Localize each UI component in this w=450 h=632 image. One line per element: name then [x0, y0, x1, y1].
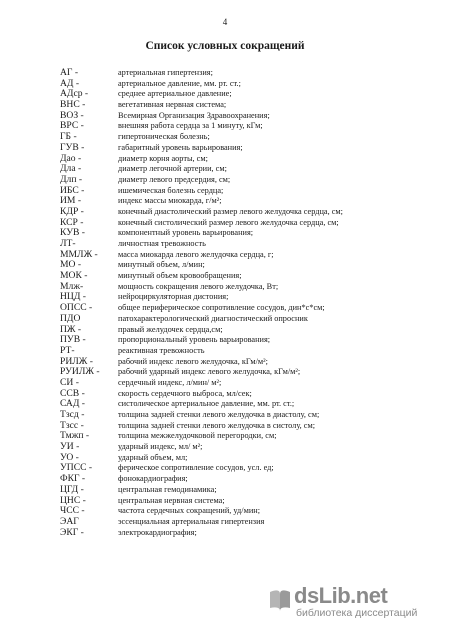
abbreviation-row: [60, 335, 450, 346]
abbreviation-row: [60, 378, 450, 389]
abbreviation-row: [60, 357, 450, 368]
abbreviation-definition: мощность сокращения левого желудочка, Вт;: [118, 281, 279, 291]
abbreviation-term: СИ -: [60, 376, 79, 388]
abbreviation-term: Дао -: [60, 152, 82, 164]
watermark-subtitle: библиотека диссертаций: [296, 607, 418, 619]
abbreviation-definition: диаметр легочной артерии, см;: [118, 164, 227, 174]
abbreviation-definition: ферическое сопротивление сосудов, усл. ед;: [118, 463, 274, 473]
abbreviation-term: КУВ -: [60, 227, 85, 239]
abbreviation-term: ССВ -: [60, 387, 85, 399]
abbreviation-term: ММЛЖ -: [60, 248, 98, 260]
abbreviation-definition: фонокардиография;: [118, 474, 188, 484]
abbreviation-row: [60, 121, 450, 132]
abbreviation-definition: диаметр левого предсердия, см;: [118, 174, 231, 184]
abbreviation-definition: габаритный уровень варьирования;: [118, 142, 243, 152]
abbreviation-definition: минутный объем кровообращения;: [118, 271, 242, 281]
abbreviation-definition: среднее артериальное давление;: [118, 89, 232, 99]
abbreviation-row: [60, 528, 450, 539]
abbreviation-term: РУИЛЖ -: [60, 366, 100, 378]
abbreviation-row: [60, 496, 450, 507]
abbreviation-term: КСР -: [60, 216, 84, 228]
abbreviation-term: РТ-: [60, 344, 75, 356]
abbreviation-term: ЦГД -: [60, 483, 84, 495]
abbreviation-definition: толщина межжелудочковой перегородки, см;: [118, 431, 277, 441]
abbreviation-definition: эссенциальная артериальная гипертензия: [118, 516, 265, 526]
book-icon: [266, 586, 294, 614]
abbreviation-definition: Всемирная Организация Здравоохранения;: [118, 110, 270, 120]
abbreviation-definition: толщина задней стенки левого желудочка в диастолу, см;: [118, 410, 320, 419]
abbreviation-definition: гипертоническая болезнь;: [118, 132, 210, 142]
abbreviation-row: [60, 431, 450, 442]
abbreviation-term: УО -: [60, 451, 79, 463]
abbreviation-row: [60, 410, 450, 421]
abbreviation-term: МО -: [60, 259, 82, 271]
abbreviation-term: ПЖ -: [60, 323, 82, 335]
abbreviation-row: [60, 367, 450, 378]
abbreviation-definition: ударный объем, мл;: [118, 452, 188, 462]
abbreviation-term: ИБС -: [60, 184, 85, 196]
abbreviation-term: МОК -: [60, 270, 88, 282]
abbreviation-term: Млж-: [60, 280, 84, 292]
abbreviation-row: [60, 207, 450, 218]
abbreviation-list: [60, 68, 450, 538]
abbreviation-term: Тмжп -: [60, 430, 90, 442]
abbreviation-row: [60, 303, 450, 314]
abbreviation-definition: правый желудочек сердца,см;: [118, 324, 223, 334]
abbreviation-term: НЦД -: [60, 291, 86, 303]
abbreviation-term: РИЛЖ -: [60, 355, 93, 367]
abbreviation-definition: вегетативная нервная система;: [118, 100, 227, 110]
abbreviation-row: [60, 175, 450, 186]
abbreviation-term: ЦНС -: [60, 494, 86, 506]
page-title: Список условных сокращений: [145, 40, 305, 52]
abbreviation-row: [60, 143, 450, 154]
abbreviation-definition: патохарактерологический диагностический опросник: [118, 313, 308, 323]
watermark: [266, 583, 436, 620]
abbreviation-row: [60, 399, 450, 410]
abbreviation-row: [60, 292, 450, 303]
abbreviation-row: [60, 228, 450, 239]
abbreviation-row: [60, 239, 450, 250]
abbreviation-definition: конечный диастолический размер левого желудочка сердца, см;: [118, 206, 343, 216]
abbreviation-row: [60, 485, 450, 496]
abbreviation-definition: пропорциональный уровень варьирования;: [118, 335, 271, 345]
abbreviation-row: [60, 79, 450, 90]
abbreviation-term: ГБ -: [60, 131, 77, 143]
abbreviation-definition: рабочий ударный индекс левого желудочка, кГм/м²;: [118, 367, 301, 377]
abbreviation-definition: толщина задней стенки левого желудочка в систолу, см;: [118, 420, 316, 430]
abbreviation-term: ФКГ -: [60, 473, 86, 485]
abbreviation-term: ВНС -: [60, 99, 86, 111]
abbreviation-definition: масса миокарда левого желудочка сердца, г;: [118, 249, 274, 259]
abbreviation-term: ГУВ -: [60, 141, 85, 153]
abbreviation-definition: сердечный индекс, л/мин/ м²;: [118, 377, 222, 387]
abbreviation-row: [60, 68, 450, 79]
abbreviation-definition: ударный индекс, мл/ м²;: [118, 442, 203, 452]
abbreviation-term: Тзсс -: [60, 419, 84, 431]
abbreviation-term: Длп -: [60, 173, 83, 185]
page-number: 4: [222, 17, 228, 27]
abbreviation-row: [60, 442, 450, 453]
abbreviation-definition: внешняя работа сердца за 1 минуту, кГм;: [118, 121, 263, 131]
abbreviation-row: [60, 260, 450, 271]
abbreviation-definition: компонентный уровень варьирования;: [118, 228, 254, 238]
abbreviation-definition: личностная тревожность: [118, 239, 206, 248]
abbreviation-row: [60, 111, 450, 122]
abbreviation-term: ОПСС -: [60, 302, 93, 314]
abbreviation-definition: частота сердечных сокращений, уд/мин;: [118, 506, 261, 516]
abbreviation-term: АД -: [60, 77, 80, 89]
abbreviation-definition: центральная нервная система;: [118, 495, 225, 505]
abbreviation-term: ПДО: [60, 312, 81, 324]
abbreviation-row: [60, 250, 450, 261]
abbreviation-definition: скорость сердечного выброса, мл/сек;: [118, 388, 252, 398]
watermark-name: dsLib.net: [294, 583, 388, 608]
abbreviation-row: [60, 463, 450, 474]
abbreviation-term: ВОЗ -: [60, 109, 84, 121]
abbreviation-row: [60, 517, 450, 528]
abbreviation-definition: артериальное давление, мм. рт. ст.;: [118, 78, 241, 88]
abbreviation-row: [60, 164, 450, 175]
abbreviation-term: ЛТ-: [60, 238, 76, 249]
abbreviation-definition: ишемическая болезнь сердца;: [118, 185, 224, 195]
abbreviation-term: САД -: [60, 398, 85, 410]
abbreviation-row: [60, 453, 450, 464]
abbreviation-term: ПУВ -: [60, 334, 86, 346]
abbreviation-definition: диаметр корня аорты, см;: [118, 153, 208, 163]
abbreviation-definition: конечный систолический размер левого желудочка сердца, см;: [118, 217, 339, 227]
abbreviation-term: ЧСС -: [60, 505, 85, 517]
abbreviation-row: [60, 325, 450, 336]
abbreviation-definition: общее периферическое сопротивление сосудов, дин*с*см;: [118, 303, 325, 313]
abbreviation-term: ЭКГ -: [60, 526, 84, 538]
abbreviation-row: [60, 474, 450, 485]
abbreviation-row: [60, 218, 450, 229]
abbreviation-term: Тзсд -: [60, 409, 85, 420]
abbreviation-row: [60, 271, 450, 282]
abbreviation-row: [60, 100, 450, 111]
abbreviation-term: ИМ -: [60, 195, 82, 207]
abbreviation-definition: артериальная гипертензия;: [118, 68, 213, 77]
abbreviation-term: ВРС -: [60, 120, 84, 132]
abbreviation-definition: индекс массы миокарда, г/м²;: [118, 196, 222, 206]
abbreviation-term: Дла -: [60, 163, 82, 175]
abbreviation-definition: рабочий индекс левого желудочка, кГм/м²;: [118, 356, 268, 366]
abbreviation-term: ЭАГ: [60, 515, 79, 527]
abbreviation-row: [60, 421, 450, 432]
abbreviation-definition: минутный объем, л/мин;: [118, 260, 205, 270]
abbreviation-row: [60, 389, 450, 400]
abbreviation-row: [60, 186, 450, 197]
abbreviation-row: [60, 154, 450, 165]
abbreviation-term: КДР -: [60, 205, 84, 217]
abbreviation-term: АГ -: [60, 67, 79, 78]
abbreviation-definition: реактивная тревожность: [118, 345, 205, 355]
abbreviation-term: УПСС -: [60, 462, 93, 474]
abbreviation-row: [60, 346, 450, 357]
abbreviation-definition: систолическое артериальное давление, мм. рт. ст.;: [118, 399, 295, 409]
abbreviation-term: УИ -: [60, 441, 80, 453]
abbreviation-row: [60, 282, 450, 293]
abbreviation-definition: электрокардиография;: [118, 527, 197, 537]
abbreviation-row: [60, 506, 450, 517]
abbreviation-term: АДср -: [60, 88, 89, 100]
abbreviation-definition: центральная гемодинамика;: [118, 484, 217, 494]
abbreviation-row: [60, 196, 450, 207]
abbreviation-row: [60, 89, 450, 100]
abbreviation-row: [60, 314, 450, 325]
abbreviation-definition: нейроциркуляторная дистония;: [118, 292, 229, 302]
abbreviation-row: [60, 132, 450, 143]
